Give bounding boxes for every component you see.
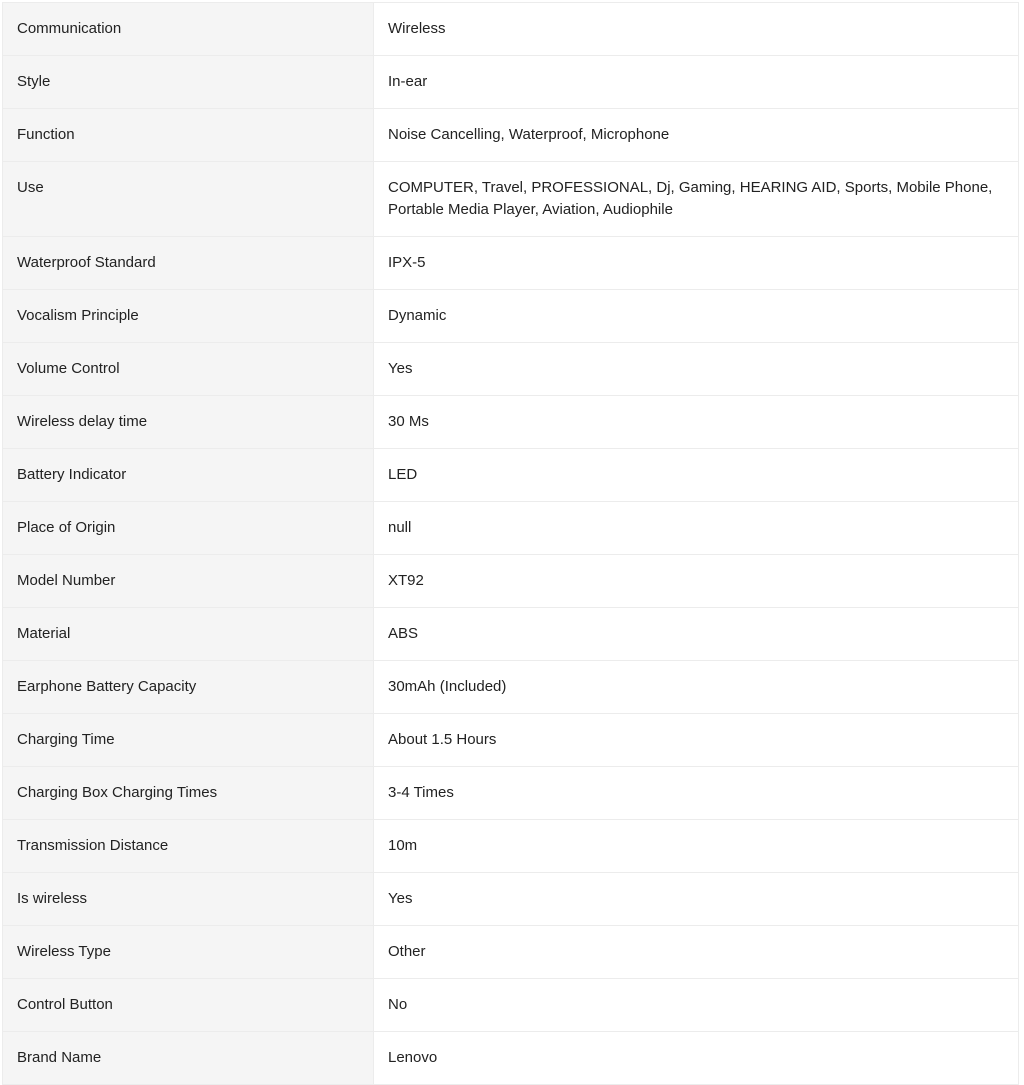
- spec-label: Communication: [3, 3, 374, 56]
- spec-label: Transmission Distance: [3, 820, 374, 873]
- spec-value: XT92: [374, 555, 1019, 608]
- spec-row: [3, 979, 1019, 1032]
- spec-label: Style: [3, 56, 374, 109]
- spec-label: Wireless delay time: [3, 396, 374, 449]
- spec-row: [3, 820, 1019, 873]
- spec-value: Yes: [374, 873, 1019, 926]
- spec-label: Control Button: [3, 979, 374, 1032]
- spec-row: [3, 3, 1019, 56]
- spec-table-body: [3, 3, 1019, 1085]
- spec-value: IPX-5: [374, 237, 1019, 290]
- spec-value: COMPUTER, Travel, PROFESSIONAL, Dj, Gaming, HEARING AID, Sports, Mobile Phone, Portable Media Player, Aviation, Audiophile: [374, 162, 1019, 237]
- spec-label: Material: [3, 608, 374, 661]
- spec-value: LED: [374, 449, 1019, 502]
- spec-value: null: [374, 502, 1019, 555]
- spec-value: 10m: [374, 820, 1019, 873]
- spec-label: Earphone Battery Capacity: [3, 661, 374, 714]
- spec-row: [3, 237, 1019, 290]
- spec-value: Dynamic: [374, 290, 1019, 343]
- spec-label: Function: [3, 109, 374, 162]
- spec-value: No: [374, 979, 1019, 1032]
- spec-value: 3-4 Times: [374, 767, 1019, 820]
- spec-row: [3, 661, 1019, 714]
- spec-row: [3, 1032, 1019, 1085]
- spec-label: Place of Origin: [3, 502, 374, 555]
- spec-value: Noise Cancelling, Waterproof, Microphone: [374, 109, 1019, 162]
- spec-value: ABS: [374, 608, 1019, 661]
- spec-row: [3, 926, 1019, 979]
- spec-value: Yes: [374, 343, 1019, 396]
- spec-row: [3, 767, 1019, 820]
- spec-row: [3, 343, 1019, 396]
- spec-label: Use: [3, 162, 374, 237]
- spec-row: [3, 502, 1019, 555]
- spec-label: Model Number: [3, 555, 374, 608]
- spec-row: [3, 290, 1019, 343]
- spec-label: Volume Control: [3, 343, 374, 396]
- spec-table: [2, 2, 1019, 1085]
- spec-value: Other: [374, 926, 1019, 979]
- spec-value: In-ear: [374, 56, 1019, 109]
- spec-row: [3, 449, 1019, 502]
- spec-row: [3, 873, 1019, 926]
- spec-value: Lenovo: [374, 1032, 1019, 1085]
- spec-label: Vocalism Principle: [3, 290, 374, 343]
- spec-label: Is wireless: [3, 873, 374, 926]
- spec-value: 30 Ms: [374, 396, 1019, 449]
- spec-value: 30mAh (Included): [374, 661, 1019, 714]
- spec-label: Charging Time: [3, 714, 374, 767]
- spec-row: [3, 555, 1019, 608]
- spec-row: [3, 109, 1019, 162]
- spec-row: [3, 162, 1019, 237]
- spec-row: [3, 714, 1019, 767]
- spec-label: Wireless Type: [3, 926, 374, 979]
- spec-label: Charging Box Charging Times: [3, 767, 374, 820]
- spec-label: Waterproof Standard: [3, 237, 374, 290]
- spec-value: About 1.5 Hours: [374, 714, 1019, 767]
- spec-label: Brand Name: [3, 1032, 374, 1085]
- spec-row: [3, 396, 1019, 449]
- spec-value: Wireless: [374, 3, 1019, 56]
- spec-label: Battery Indicator: [3, 449, 374, 502]
- spec-row: [3, 56, 1019, 109]
- spec-row: [3, 608, 1019, 661]
